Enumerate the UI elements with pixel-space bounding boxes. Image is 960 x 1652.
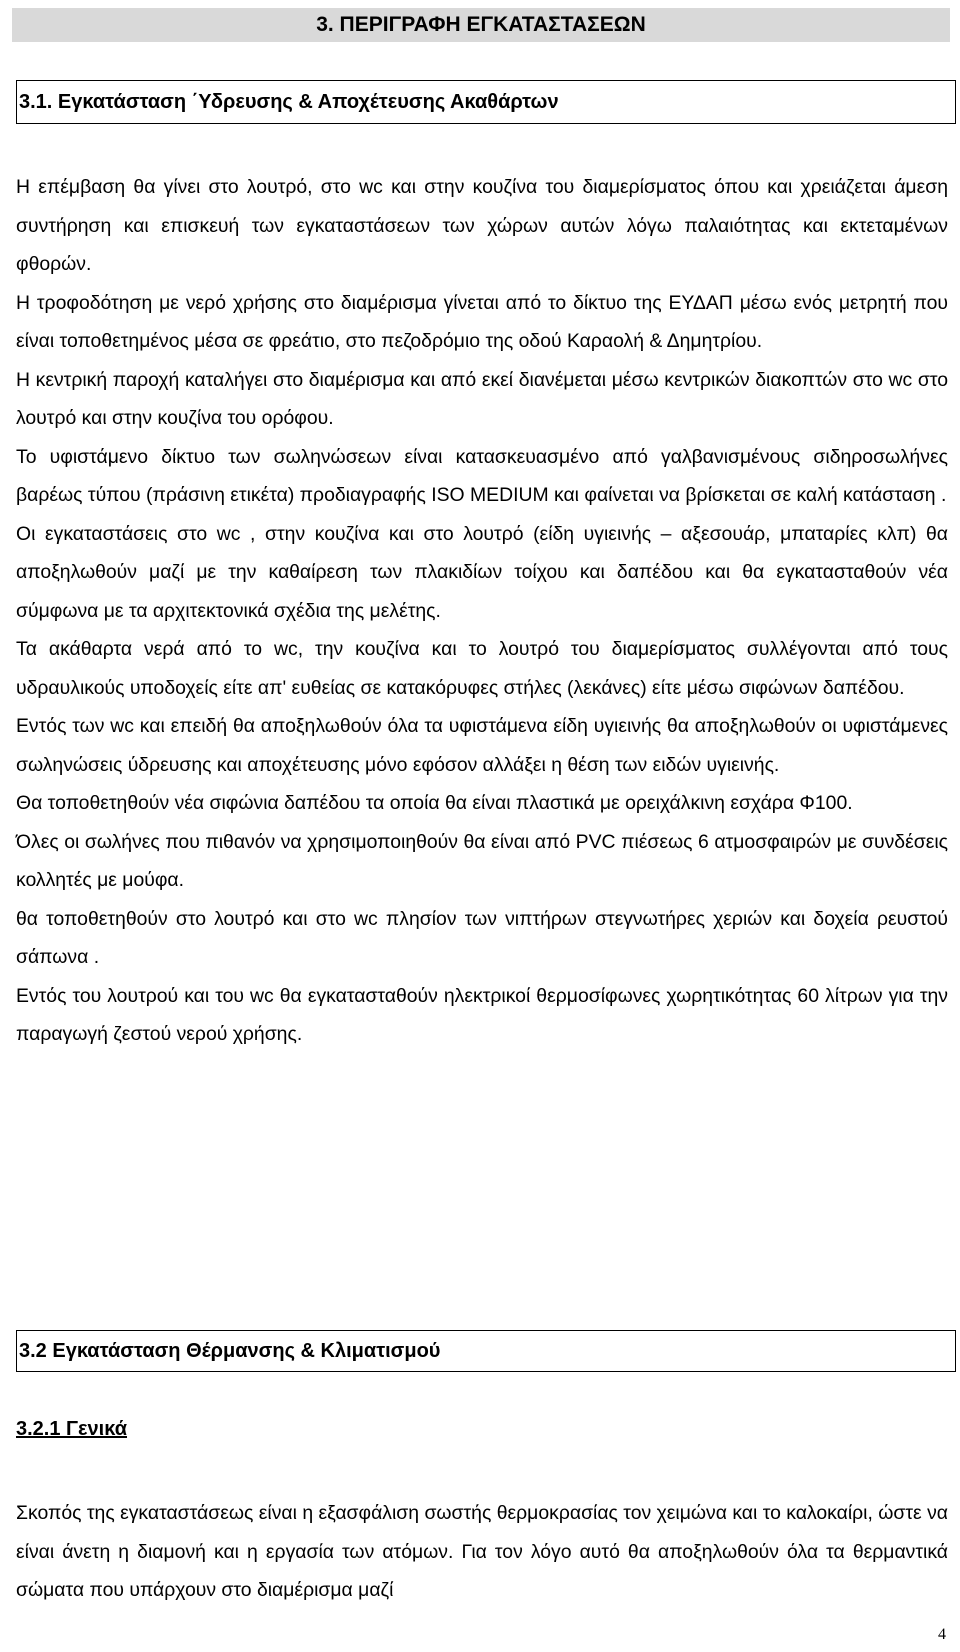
section-heading-3-1-text: 3.1. Εγκατάσταση ΄Υδρευσης & Αποχέτευσης Ακαθάρτων [19, 90, 559, 113]
chapter-title [12, 8, 950, 42]
paragraph: Όλες οι σωλήνες που πιθανόν να χρησιμοποιηθούν θα είναι από PVC πιέσεως 6 ατμοσφαιρών με συνδέσεις κολλητές με μούφα. [16, 830, 948, 891]
paragraph: Το υφιστάμενο δίκτυο των σωληνώσεων είναι κατασκευασμένο από γαλβανισμένους σιδηροσωλήνες βαρέως τύπου (πράσινη ετικέτα) προδιαγραφής ISO MEDIUM και φαίνεται να βρίσκεται σε καλή κατάσταση . [16, 445, 948, 506]
section-heading-3-1 [16, 80, 956, 124]
paragraph: Τα ακάθαρτα νερά από το wc, την κουζίνα και το λουτρό του διαμερίσματος συλλέγονται από τους υδραυλικούς υποδοχείς είτε απ' ευθείας σε κατακόρυφες στήλες (λεκάνες) είτε μέσω σιφώνων δαπέδου. [16, 638, 948, 699]
paragraph: Θα τοποθετηθούν νέα σιφώνια δαπέδου τα οποία θα είναι πλαστικά με ορειχάλκινη εσχάρα Φ100. [16, 792, 853, 814]
section-3-2-1-body [16, 1494, 948, 1610]
paragraph: Εντός του λουτρού και του wc θα εγκατασταθούν ηλεκτρικοί θερμοσίφωνες χωρητικότητας 60 λίτρων για την παραγωγή ζεστού νερού χρήσης. [16, 984, 948, 1045]
section-heading-3-2-text: 3.2 Εγκατάσταση Θέρμανσης & Κλιματισμού [19, 1339, 441, 1362]
section-3-1-body [16, 168, 948, 1054]
paragraph: Εντός των wc και επειδή θα αποξηλωθούν όλα τα υφιστάμενα είδη υγιεινής θα αποξηλωθούν οι υφιστάμενες σωληνώσεις ύδρευσης και αποχέτευσης μόνο εφόσον αλλάξει η θέση των ειδών υγιεινής. [16, 715, 948, 776]
subsection-heading-3-2-1: 3.2.1 Γενικά [16, 1418, 128, 1440]
chapter-title-text: 3. ΠΕΡΙΓΡΑΦΗ ΕΓΚΑΤΑΣΤΑΣΕΩΝ [316, 13, 646, 36]
paragraph: Η τροφοδότηση με νερό χρήσης στο διαμέρισμα γίνεται από το δίκτυο της ΕΥΔΑΠ μέσω ενός μετρητή που είναι τοποθετημένος μέσα σε φρεάτιο, στο πεζοδρόμιο της οδού Καραολή & Δημητρίου. [16, 291, 948, 352]
page-number: 4 [938, 1626, 946, 1643]
section-heading-3-2 [16, 1330, 956, 1372]
paragraph: θα τοποθετηθούν στο λουτρό και στο wc πλησίον των νιπτήρων στεγνωτήρες χεριών και δοχεία ρευστού σάπωνα . [16, 907, 948, 968]
paragraph: Οι εγκαταστάσεις στο wc , στην κουζίνα και στο λουτρό (είδη υγιεινής – αξεσουάρ, μπαταρίες κλπ) θα αποξηλωθούν μαζί με την καθαίρεση των πλακιδίων τοίχου και δαπέδου και θα εγκατασταθούν νέα σύμφωνα με τα αρχιτεκτονικά σχέδια της μελέτης. [16, 522, 948, 622]
paragraph: Η κεντρική παροχή καταλήγει στο διαμέρισμα και από εκεί διανέμεται μέσω κεντρικών διακοπτών στο wc στο λουτρό και στην κουζίνα του ορόφου. [16, 368, 948, 429]
paragraph: Σκοπός της εγκαταστάσεως είναι η εξασφάλιση σωστής θερμοκρασίας τον χειμώνα και το καλοκαίρι, ώστε να είναι άνετη η διαμονή και η εργασία των ατόμων. Για τον λόγο αυτό θα αποξηλωθούν όλα τα θερμαντικά σώματα που υπάρχουν στο διαμέρισμα μαζί [16, 1502, 948, 1601]
paragraph: Η επέμβαση θα γίνει στο λουτρό, στο wc και στην κουζίνα του διαμερίσματος όπου και χρειάζεται άμεση συντήρηση και επισκευή των εγκαταστάσεων των χώρων αυτών λόγω παλαιότητας και εκτεταμένων φθορών. [16, 176, 948, 275]
